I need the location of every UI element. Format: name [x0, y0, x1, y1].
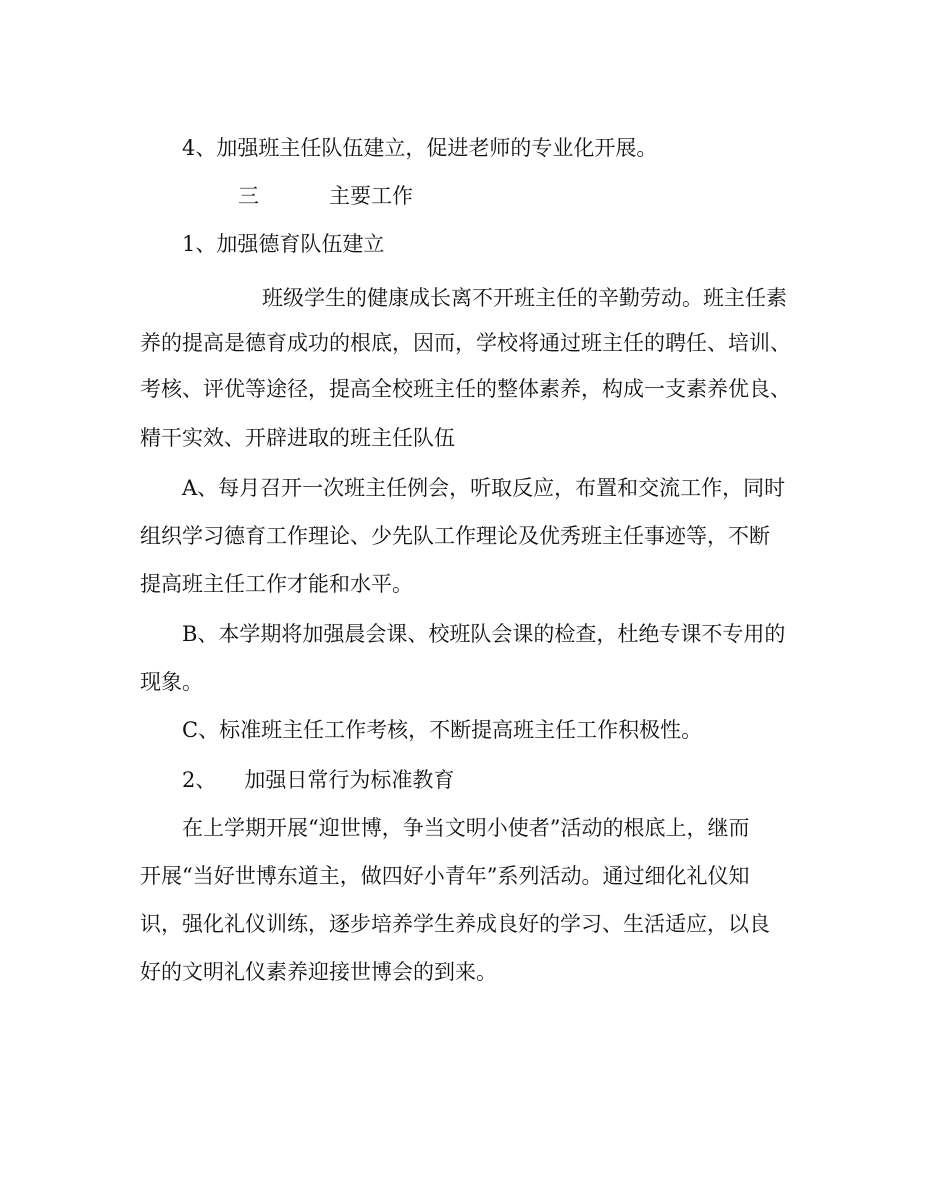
item-4-text: 4、加强班主任队伍建立，促进老师的专业化开展。: [182, 136, 658, 160]
para-a-line-3: 提高班主任工作才能和水平。: [140, 572, 413, 596]
para-c-text: C、标准班主任工作考核，不断提高班主任工作积极性。: [182, 718, 703, 742]
para-b-line-2: 现象。: [140, 670, 203, 694]
para-a-line-1: A、每月召开一次班主任例会，听取反应，布置和交流工作，同时: [182, 476, 786, 500]
para-b-line-1: B、本学期将加强晨会课、校班队会课的检查，杜绝专课不专用的: [182, 622, 786, 646]
para-1-line-1: 班级学生的健康成长离不开班主任的辛勤劳动。班主任素: [262, 286, 787, 310]
sub-1-heading: 1、加强德育队伍建立: [182, 232, 385, 256]
para-1-line-2: 养的提高是德育成功的根底，因而，学校将通过班主任的聘任、培训、: [140, 331, 791, 355]
para-1-line-3: 考核、评优等途径，提高全校班主任的整体素养，构成一支素养优良、: [140, 377, 791, 401]
para-2-line-3: 识，强化礼仪训练，逐步培养学生养成良好的学习、生活适应，以良: [140, 912, 770, 936]
sub-2-heading: [182, 766, 950, 794]
sub-2-title: 加强日常行为标准教育: [244, 768, 455, 792]
para-1-line-4: 精干实效、开辟进取的班主任队伍: [140, 426, 455, 450]
para-2-line-2: 开展“当好世博东道主，做四好小青年”系列活动。通过细化礼仪知: [140, 864, 750, 888]
sub-2-number: 2、: [182, 768, 217, 792]
para-a-line-2: 组织学习德育工作理论、少先队工作理论及优秀班主任事迹等，不断: [140, 524, 770, 548]
para-2-line-4: 好的文明礼仪素养迎接世博会的到来。: [140, 960, 497, 984]
para-2-line-1: 在上学期开展“迎世博，争当文明小使者”活动的根底上，继而: [182, 816, 750, 840]
section-3-title: 主要工作: [329, 184, 413, 208]
section-3-heading: [238, 182, 950, 210]
section-3-number: 三: [238, 184, 259, 208]
